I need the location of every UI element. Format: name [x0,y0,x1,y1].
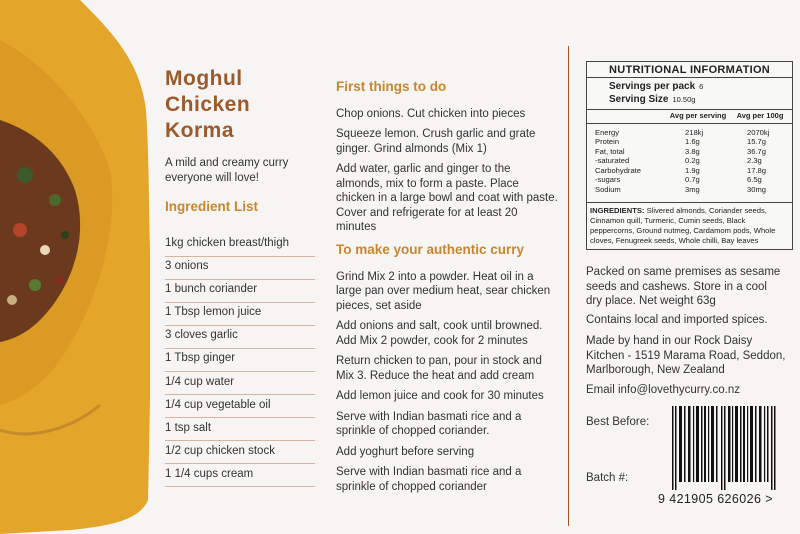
title-line: Chicken [165,93,251,116]
col-per-100g: Avg per 100g [736,111,784,120]
packing-note: Packed on same premises as sesame seeds and cashews. Store in a cool dry place. Net weight 63g [586,266,781,307]
nutrient-100g: 17.8g [747,165,767,175]
nutrient-name: Sodium [595,184,621,194]
ingredients-text: Slivered almonds, Coriander seeds, Cinnamon quill, Turmeric, Cumin seeds, Black peppercorns, Ground nutmeg, Cardamom pods, Whole cloves, Fenugreek seeds, Whole chilli, Bay leaves [590,206,776,245]
recipe-title [165,66,315,144]
ingredient-item: 1/4 cup vegetable oil [165,396,315,419]
nutrition-row [587,185,792,195]
servings-value: 6 [699,82,704,91]
ingredient-item: 1 1/4 cups cream [165,465,315,488]
step-text: Add lemon juice and cook for 30 minutes [336,390,544,402]
step-text: Serve with Indian basmati rice and a sprinkle of chopped coriander [336,466,522,493]
nutrient-name: Energy [595,127,620,137]
ingredient-list [165,234,315,488]
email-contact: Email info@lovethycurry.co.nz [586,384,740,396]
nutrition-row [587,128,792,138]
batch-label: Batch #: [586,472,629,484]
step-text: Add yoghurt before serving [336,445,475,458]
step-text: Return chicken to pan, pour in stock and Mix 3. Reduce the heat and add cream [336,355,542,382]
nutrient-100g: 15.7g [747,137,767,146]
best-before-label: Best Before: [586,416,650,428]
nutrient-name: -saturated [595,156,630,165]
nutrition-panel [586,61,793,250]
ingredients-statement [587,203,792,249]
barcode-number: 9 421905 626026 > [658,492,773,506]
nutrient-100g: 30mg [747,184,766,194]
nutrient-name: Protein [595,137,620,146]
step-text: Add onions and salt, cook until browned. Add Mix 2 powder, cook for 2 minutes [336,320,543,347]
nutrition-column-headers [587,109,792,124]
contains-note: Contains local and imported spices. [586,314,768,326]
col-per-serving: Avg per serving [669,111,727,120]
make-curry-heading: To make your authentic curry [336,242,525,257]
ingredient-item: 1kg chicken breast/thigh [165,234,315,257]
nutrient-serving: 1.9g [685,165,700,175]
intro-text: A mild and creamy curry everyone will love! [165,157,289,184]
step-text: Chop onions. Cut chicken into pieces [336,107,526,120]
nutrient-serving: 3.8g [685,146,700,156]
spice-photo [0,0,150,534]
ingredient-item: 1 Tbsp ginger [165,349,315,372]
nutrient-name: Fat, total [595,146,625,156]
step-text: Squeeze lemon. Crush garlic and grate ginger. Grind almonds (Mix 1) [336,128,536,155]
servings-label: Servings per pack [609,81,696,92]
nutrient-serving: 0.7g [685,175,700,184]
ingredient-item: 1/2 cup chicken stock [165,442,315,465]
nutrient-serving: 1.6g [685,137,700,146]
nutrient-name: Carbohydrate [595,165,642,175]
column-divider [568,46,569,526]
step-text: Serve with Indian basmati rice and a sprinkle of chopped coriander. [336,410,522,437]
ingredient-item: 1 tsp salt [165,419,315,442]
nutrition-heading: NUTRITIONAL INFORMATION [587,62,792,78]
nutrient-serving: 0.2g [685,156,700,165]
nutrition-row [587,156,792,166]
ingredient-item: 3 onions [165,257,315,280]
servings-info [587,78,792,106]
nutrition-row [587,175,792,185]
first-things-section [336,80,558,241]
serving-size-value: 10.50g [672,95,696,104]
nutrient-100g: 36.7g [747,146,767,156]
nutrient-100g: 6.5g [747,175,762,184]
ingredient-item: 3 cloves garlic [165,326,315,349]
title-line: Moghul [165,67,243,90]
nutrient-serving: 218kj [685,127,704,137]
step-text: Add water, garlic and ginger to the almonds, mix to form a paste. Place chicken in a large bowl and coat with paste. Cover and refrigerate for at least 20 minutes [336,163,558,233]
ingredients-heading: Ingredient List [165,199,259,214]
nutrient-serving: 3mg [685,184,700,194]
ingredient-item: 1 Tbsp lemon juice [165,303,315,326]
ingredient-item: 1 bunch coriander [165,280,315,303]
nutrition-row [587,166,792,176]
nutrient-100g: 2070kj [747,127,770,137]
barcode [672,406,776,490]
made-by-note: Made by hand in our Rock Daisy Kitchen - 1519 Marama Road, Seddon, Marlborough, New Zealand [586,335,786,376]
first-things-heading: First things to do [336,79,447,94]
title-line: Korma [165,119,235,142]
nutrient-100g: 2.3g [747,156,762,165]
serving-size-label: Serving Size [609,94,669,105]
nutrition-row [587,137,792,147]
nutrition-row [587,147,792,157]
step-text: Grind Mix 2 into a powder. Heat oil in a large pan over medium heat, sear chicken pieces, set aside [336,270,551,312]
ingredients-label: INGREDIENTS: [590,206,645,215]
make-curry-section [336,243,558,500]
nutrient-name: -sugars [595,175,621,184]
ingredient-item: 1/4 cup water [165,373,315,396]
nutrition-rows [587,124,792,204]
